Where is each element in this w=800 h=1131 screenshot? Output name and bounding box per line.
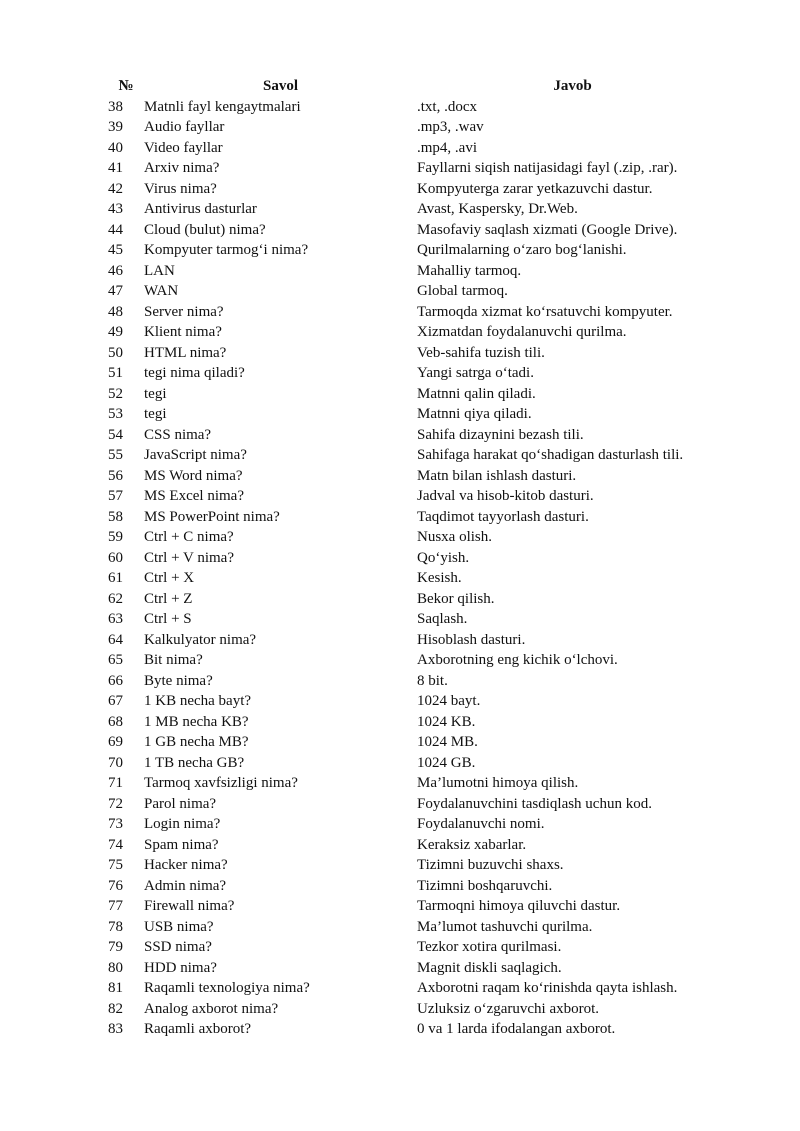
row-number: 72 xyxy=(108,795,123,812)
row-number: 76 xyxy=(108,877,123,894)
answer-cell: Taqdimot tayyorlash dasturi. xyxy=(417,508,589,525)
answer-cell: Fayllarni siqish natijasidagi fayl (.zip, .rar). xyxy=(417,160,678,176)
table-row xyxy=(108,896,728,917)
row-number: 65 xyxy=(108,652,123,668)
answer-cell: Avast, Kaspersky, Dr.Web. xyxy=(417,201,578,217)
row-number: 62 xyxy=(108,590,123,607)
row-number: 67 xyxy=(108,693,123,709)
table-row xyxy=(108,486,728,507)
table-row xyxy=(108,425,728,446)
answer-cell: Matnni qiya qiladi. xyxy=(417,406,532,422)
answer-cell: Kesish. xyxy=(417,570,462,586)
answer-cell: Tarmoqda xizmat ko‘rsatuvchi kompyuter. xyxy=(417,303,673,320)
question-cell: 1 GB necha MB? xyxy=(144,734,249,750)
answer-cell: Ma’lumotni himoya qilish. xyxy=(417,775,579,791)
answer-cell: Bekor qilish. xyxy=(417,590,495,607)
question-cell: tegi nima qiladi? xyxy=(144,365,245,381)
answer-cell: Yangi satrga o‘tadi. xyxy=(417,365,534,381)
row-number: 55 xyxy=(108,447,123,463)
table-row xyxy=(108,363,728,384)
question-cell: 1 TB necha GB? xyxy=(144,754,245,771)
question-cell: SSD nima? xyxy=(144,939,212,955)
row-number: 58 xyxy=(108,508,123,525)
row-number: 73 xyxy=(108,816,123,832)
table-row xyxy=(108,835,728,856)
table-row xyxy=(108,691,728,712)
answer-cell: Kompyuterga zarar yetkazuvchi dastur. xyxy=(417,180,653,197)
table-row xyxy=(108,548,728,569)
row-number: 60 xyxy=(108,549,123,566)
question-cell: Ctrl + V nima? xyxy=(144,549,234,566)
answer-cell: Qurilmalarning o‘zaro bog‘lanishi. xyxy=(417,242,627,258)
answer-cell: Masofaviy saqlash xizmati (Google Drive). xyxy=(417,221,678,238)
row-number: 41 xyxy=(108,160,123,176)
row-number: 44 xyxy=(108,221,123,238)
question-cell: Audio fayllar xyxy=(144,119,225,135)
table-row xyxy=(108,794,728,815)
table-row xyxy=(108,978,728,999)
row-number: 79 xyxy=(108,939,123,955)
row-number: 42 xyxy=(108,180,123,197)
table-row xyxy=(108,199,728,220)
row-number: 64 xyxy=(108,631,123,648)
question-cell: Firewall nima? xyxy=(144,898,235,914)
question-cell: Kompyuter tarmog‘i nima? xyxy=(144,242,309,258)
question-cell: Klient nima? xyxy=(144,324,222,340)
answer-cell: Jadval va hisob-kitob dasturi. xyxy=(417,488,594,504)
answer-cell: 8 bit. xyxy=(417,672,448,689)
answer-cell: 1024 bayt. xyxy=(417,693,481,709)
table-row xyxy=(108,814,728,835)
table-row xyxy=(108,322,728,343)
question-cell: MS Word nima? xyxy=(144,467,243,484)
header-answer: Javob xyxy=(553,78,592,94)
answer-cell: Mahalliy tarmoq. xyxy=(417,262,522,279)
answer-cell: Axborotni raqam ko‘rinishda qayta ishlash. xyxy=(417,980,678,996)
question-cell: Tarmoq xavfsizligi nima? xyxy=(144,775,298,791)
table-row xyxy=(108,937,728,958)
question-cell: Spam nima? xyxy=(144,836,219,853)
row-number: 59 xyxy=(108,529,123,545)
answer-cell: 1024 MB. xyxy=(417,734,478,750)
question-cell: WAN xyxy=(144,283,179,299)
question-cell: Cloud (bulut) nima? xyxy=(144,221,266,238)
answer-cell: .mp3, .wav xyxy=(417,119,484,135)
question-cell: Login nima? xyxy=(144,816,221,832)
table-row xyxy=(108,999,728,1020)
table-row xyxy=(108,240,728,261)
header-row xyxy=(108,76,728,97)
question-cell: Arxiv nima? xyxy=(144,160,220,176)
row-number: 45 xyxy=(108,242,123,258)
table-row xyxy=(108,97,728,118)
question-cell: LAN xyxy=(144,262,175,279)
table-row xyxy=(108,466,728,487)
question-cell: 1 MB necha KB? xyxy=(144,713,249,730)
row-number: 50 xyxy=(108,344,123,361)
header-question: Savol xyxy=(262,78,298,94)
answer-cell: Ma’lumot tashuvchi qurilma. xyxy=(417,918,593,935)
answer-cell: Foydalanuvchi nomi. xyxy=(417,816,545,832)
row-number: 82 xyxy=(108,1000,123,1017)
row-number: 69 xyxy=(108,734,123,750)
row-number: 40 xyxy=(108,139,123,156)
answer-cell: Tezkor xotira qurilmasi. xyxy=(417,939,562,955)
table-row xyxy=(108,117,728,138)
table-row xyxy=(108,589,728,610)
row-number: 83 xyxy=(108,1021,123,1037)
question-cell: tegi xyxy=(144,385,167,402)
row-number: 47 xyxy=(108,283,123,299)
table-row xyxy=(108,753,728,774)
row-number: 70 xyxy=(108,754,123,771)
row-number: 78 xyxy=(108,918,123,935)
row-number: 38 xyxy=(108,98,123,115)
table-row xyxy=(108,917,728,938)
row-number: 74 xyxy=(108,836,123,853)
question-cell: Matnli fayl kengaytmalari xyxy=(144,98,301,115)
table-row xyxy=(108,1019,728,1040)
row-number: 46 xyxy=(108,262,123,279)
row-number: 39 xyxy=(108,119,123,135)
answer-cell: Sahifa dizaynini bezash tili. xyxy=(417,426,584,443)
row-number: 81 xyxy=(108,980,123,996)
table-row xyxy=(108,261,728,282)
row-number: 56 xyxy=(108,467,123,484)
question-cell: tegi xyxy=(144,406,167,422)
table-row xyxy=(108,138,728,159)
answer-cell: 0 va 1 larda ifodalangan axborot. xyxy=(417,1021,616,1037)
table-row xyxy=(108,179,728,200)
question-cell: Kalkulyator nima? xyxy=(144,631,257,648)
answer-cell: Xizmatdan foydalanuvchi qurilma. xyxy=(417,324,627,340)
table-row xyxy=(108,712,728,733)
question-cell: Raqamli texnologiya nima? xyxy=(144,980,310,996)
question-cell: Ctrl + C nima? xyxy=(144,529,234,545)
qa-table xyxy=(108,76,728,1040)
table-row xyxy=(108,302,728,323)
row-number: 52 xyxy=(108,385,123,402)
question-cell: Bit nima? xyxy=(144,652,203,668)
answer-cell: Hisoblash dasturi. xyxy=(417,631,526,648)
row-number: 75 xyxy=(108,857,123,873)
table-row xyxy=(108,404,728,425)
answer-cell: Matnni qalin qiladi. xyxy=(417,385,536,402)
table-row xyxy=(108,445,728,466)
answer-cell: Uzluksiz o‘zgaruvchi axborot. xyxy=(417,1000,600,1017)
question-cell: Admin nima? xyxy=(144,877,227,894)
answer-cell: 1024 KB. xyxy=(417,713,476,730)
table-row xyxy=(108,773,728,794)
question-cell: Server nima? xyxy=(144,303,224,320)
table-row xyxy=(108,650,728,671)
row-number: 43 xyxy=(108,201,123,217)
table-row xyxy=(108,343,728,364)
answer-cell: .txt, .docx xyxy=(417,98,477,115)
answer-cell: 1024 GB. xyxy=(417,754,476,771)
question-cell: HTML nima? xyxy=(144,344,227,361)
answer-cell: Global tarmoq. xyxy=(417,283,508,299)
question-cell: Ctrl + S xyxy=(144,611,192,627)
table-row xyxy=(108,609,728,630)
answer-cell: Nusxa olish. xyxy=(417,529,492,545)
row-number: 66 xyxy=(108,672,123,689)
question-cell: Raqamli axborot? xyxy=(144,1021,252,1037)
answer-cell: Axborotning eng kichik o‘lchovi. xyxy=(417,652,618,668)
row-number: 54 xyxy=(108,426,123,443)
table-body xyxy=(108,97,728,1040)
table-row xyxy=(108,630,728,651)
answer-cell: Sahifaga harakat qo‘shadigan dasturlash tili. xyxy=(417,447,684,463)
question-cell: Parol nima? xyxy=(144,795,217,812)
answer-cell: Tarmoqni himoya qiluvchi dastur. xyxy=(417,898,621,914)
answer-cell: Saqlash. xyxy=(417,611,468,627)
question-cell: Video fayllar xyxy=(144,139,223,156)
answer-cell: Keraksiz xabarlar. xyxy=(417,836,527,853)
table-row xyxy=(108,281,728,302)
header-number: № xyxy=(118,78,134,94)
table-row xyxy=(108,958,728,979)
question-cell: MS Excel nima? xyxy=(144,488,244,504)
row-number: 53 xyxy=(108,406,123,422)
table-row xyxy=(108,220,728,241)
row-number: 48 xyxy=(108,303,123,320)
row-number: 63 xyxy=(108,611,123,627)
question-cell: Hacker nima? xyxy=(144,857,228,873)
row-number: 61 xyxy=(108,570,123,586)
question-cell: Antivirus dasturlar xyxy=(144,201,257,217)
answer-cell: Tizimni buzuvchi shaxs. xyxy=(417,857,564,873)
answer-cell: .mp4, .avi xyxy=(417,139,477,156)
question-cell: MS PowerPoint nima? xyxy=(144,508,280,525)
row-number: 68 xyxy=(108,713,123,730)
row-number: 71 xyxy=(108,775,123,791)
table-row xyxy=(108,876,728,897)
question-cell: Virus nima? xyxy=(144,180,217,197)
answer-cell: Qo‘yish. xyxy=(417,549,470,566)
answer-cell: Magnit diskli saqlagich. xyxy=(417,959,562,976)
row-number: 80 xyxy=(108,959,123,976)
question-cell: HDD nima? xyxy=(144,959,217,976)
table-header xyxy=(108,76,728,97)
answer-cell: Foydalanuvchini tasdiqlash uchun kod. xyxy=(417,795,652,812)
row-number: 57 xyxy=(108,488,123,504)
row-number: 51 xyxy=(108,365,123,381)
table-row xyxy=(108,158,728,179)
question-cell: CSS nima? xyxy=(144,426,212,443)
question-cell: Ctrl + Z xyxy=(144,590,193,607)
answer-cell: Tizimni boshqaruvchi. xyxy=(417,877,553,894)
question-cell: USB nima? xyxy=(144,918,214,935)
table-row xyxy=(108,732,728,753)
answer-cell: Veb-sahifa tuzish tili. xyxy=(417,344,545,361)
table-row xyxy=(108,507,728,528)
table-row xyxy=(108,671,728,692)
row-number: 77 xyxy=(108,898,123,914)
question-cell: JavaScript nima? xyxy=(144,447,247,463)
answer-cell: Matn bilan ishlash dasturi. xyxy=(417,467,577,484)
row-number: 49 xyxy=(108,324,123,340)
table-row xyxy=(108,568,728,589)
table-row xyxy=(108,527,728,548)
question-cell: Analog axborot nima? xyxy=(144,1000,279,1017)
question-cell: 1 KB necha bayt? xyxy=(144,693,252,709)
table-row xyxy=(108,384,728,405)
table-row xyxy=(108,855,728,876)
question-cell: Byte nima? xyxy=(144,672,213,689)
question-cell: Ctrl + X xyxy=(144,570,195,586)
